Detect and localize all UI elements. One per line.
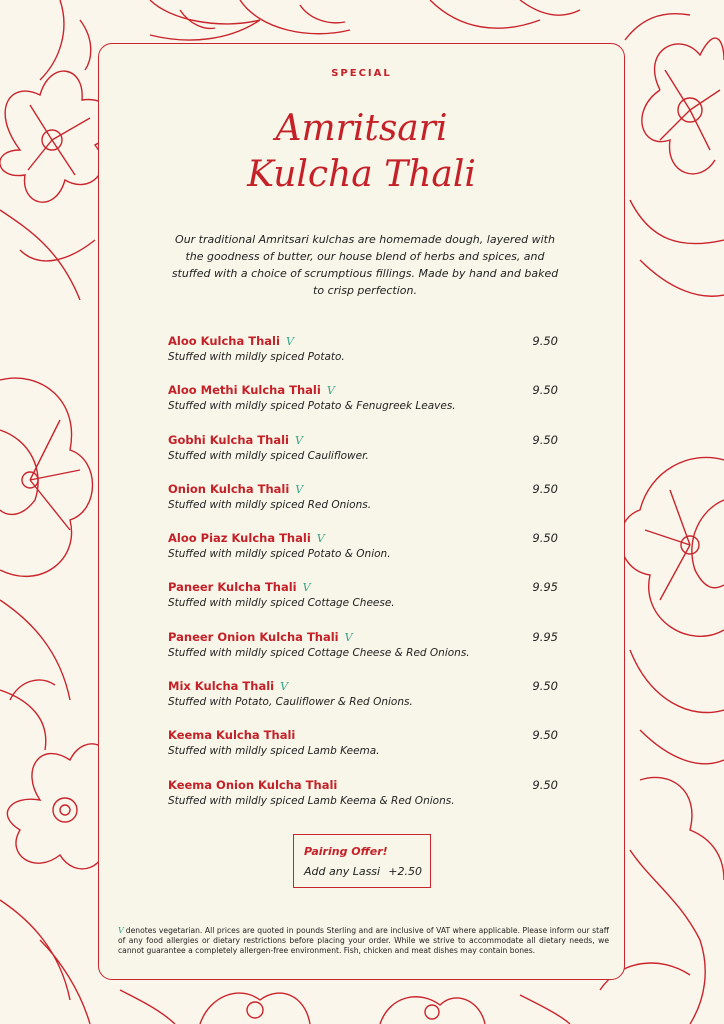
section-eyebrow: SPECIAL (331, 68, 392, 79)
veg-icon: V (295, 482, 304, 496)
menu-card (98, 43, 625, 980)
menu-item (168, 433, 558, 482)
item-name: Aloo Methi Kulcha Thali (168, 383, 321, 398)
menu-item (168, 778, 558, 827)
menu-item (168, 482, 558, 531)
veg-icon: V (344, 630, 353, 644)
veg-icon: V (118, 926, 124, 935)
pairing-price: +2.50 (388, 865, 422, 878)
item-description: Stuffed with mildly spiced Potato & Onion. (168, 548, 391, 561)
item-price: 9.95 (532, 629, 558, 644)
item-name: Mix Kulcha Thali (168, 679, 275, 694)
item-description: Stuffed with mildly spiced Red Onions. (168, 498, 372, 511)
leaves-top-center-icon (150, 0, 580, 40)
item-description: Stuffed with mildly spiced Cottage Cheese. (168, 597, 395, 610)
flower-right-middle-icon (620, 457, 724, 763)
pairing-text: Add any Lassi (304, 865, 381, 878)
item-price: 9.50 (532, 728, 558, 743)
item-name: Paneer Onion Kulcha Thali (168, 629, 339, 644)
item-price: 9.50 (532, 679, 558, 694)
item-description: Stuffed with mildly spiced Cottage Cheese & Red Onions. (168, 646, 470, 659)
flower-top-right-icon (625, 14, 724, 297)
menu-item (168, 531, 558, 580)
item-name: Keema Kulcha Thali (168, 728, 296, 743)
item-price: 9.50 (532, 777, 558, 792)
item-price: 9.50 (532, 531, 558, 546)
pairing-title: Pairing Offer! (304, 845, 388, 858)
menu-item (168, 383, 558, 432)
item-price: 9.50 (532, 383, 558, 398)
item-description: Stuffed with mildly spiced Potato. (168, 351, 345, 363)
veg-icon: V (295, 433, 303, 447)
menu-item (168, 580, 558, 629)
intro-text: Our traditional Amritsari kulchas are homemade dough, layered with the goodness of butter, our house blend of herbs and spices, and stuffed with a choice of scrumptious fillings. Made by hand and baked to crisp perfection. (171, 233, 559, 297)
menu-item (168, 679, 558, 728)
title-line-1: Amritsari (275, 108, 448, 149)
page-title (99, 106, 624, 198)
item-description: Stuffed with mildly spiced Lamb Keema. (168, 745, 380, 758)
item-description: Stuffed with mildly spiced Potato & Fenugreek Leaves. (168, 400, 456, 413)
footnote (118, 926, 609, 956)
item-price: 9.50 (532, 432, 558, 447)
menu-item (168, 728, 558, 777)
veg-icon: V (285, 335, 294, 348)
item-name: Aloo Piaz Kulcha Thali (168, 531, 311, 546)
footnote-text: denotes vegetarian. All prices are quoted in pounds Sterling and are inclusive of VAT where applicable. Please inform our staff of any food allergies or dietary restrictions before placing your order. While we strive to accommodate all dietary needs, we cannot guarantee a completely allergen-free environment. Fish, chicken and meat dishes may contain bones. (118, 926, 609, 955)
title-line-2: Kulcha Thali (247, 154, 476, 195)
item-price: 9.95 (532, 580, 558, 595)
flower-left-middle-icon (0, 378, 93, 700)
item-name: Gobhi Kulcha Thali (168, 432, 289, 447)
menu-item (168, 334, 558, 383)
item-description: Stuffed with mildly spiced Cauliflower. (168, 449, 369, 462)
veg-icon: V (326, 384, 335, 398)
veg-icon: V (316, 532, 325, 546)
item-name: Onion Kulcha Thali (168, 481, 290, 496)
flower-top-left-icon (0, 0, 113, 300)
veg-icon: V (280, 680, 289, 694)
flowers-bottom-center-icon (120, 990, 570, 1024)
item-name: Paneer Kulcha Thali (168, 580, 297, 595)
item-price: 9.50 (532, 481, 558, 496)
veg-icon: V (302, 581, 311, 595)
menu-list (168, 334, 558, 827)
item-name: Aloo Kulcha Thali (168, 334, 280, 348)
pairing-offer-box (293, 834, 431, 888)
item-description: Stuffed with Potato, Cauliflower & Red Onions. (168, 696, 413, 709)
item-price: 9.50 (532, 334, 558, 348)
item-description: Stuffed with mildly spiced Lamb Keema & Red Onions. (168, 794, 455, 807)
menu-item (168, 630, 558, 679)
item-name: Keema Onion Kulcha Thali (168, 777, 338, 792)
